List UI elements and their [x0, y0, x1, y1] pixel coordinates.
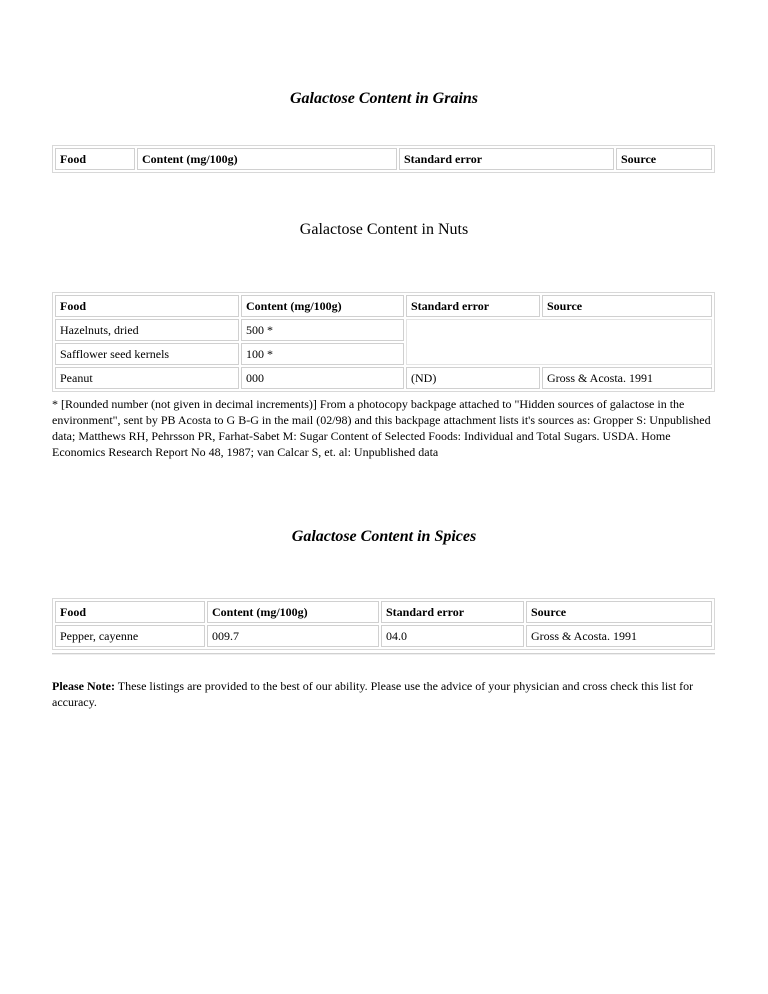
table-row	[55, 625, 712, 647]
spices-table	[52, 598, 715, 650]
food-cell: Pepper, cayenne	[55, 625, 205, 647]
note-text: These listings are provided to the best of our ability. Please use the advice of your physician and cross check this list for accuracy.	[52, 679, 694, 709]
column-header-food: Food	[55, 148, 135, 170]
content-cell: 000	[241, 367, 404, 389]
section-divider	[52, 653, 715, 655]
table-header-row	[55, 148, 712, 170]
content-cell: 009.7	[207, 625, 379, 647]
table-header-row	[55, 601, 712, 623]
table-row	[55, 367, 712, 389]
food-cell: Safflower seed kernels	[55, 343, 239, 365]
column-header-source: Source	[526, 601, 712, 623]
source-cell: Gross & Acosta. 1991	[542, 367, 712, 389]
column-header-source: Source	[616, 148, 712, 170]
column-header-content: Content (mg/100g)	[137, 148, 397, 170]
disclaimer-note	[52, 678, 714, 710]
nuts-footnote: * [Rounded number (not given in decimal increments)] From a photocopy backpage attached to "Hidden sources of galactose in the environment", sent by PB Acosta to G B-G in the mail (02/98) and this backpage attachment lists it's sources as: Gropper S: Unpublished data; Matthews RH, Pehrsson PR, Farhat-Sabet M: Sugar Content of Selected Foods: Individual and Total Sugars. USDA. Home Economics Research Report No 48, 1987; van Calcar S, et. al: Unpublished data	[52, 397, 711, 459]
nuts-table	[52, 292, 715, 392]
spices-title: Galactose Content in Spices	[291, 528, 477, 545]
grains-title: Galactose Content in Grains	[289, 90, 479, 107]
empty-merged-cell	[406, 319, 712, 365]
column-header-standard-error: Standard error	[381, 601, 524, 623]
column-header-food: Food	[55, 295, 239, 317]
note-label: Please Note:	[52, 679, 115, 693]
column-header-source: Source	[542, 295, 712, 317]
food-cell: Hazelnuts, dried	[55, 319, 239, 341]
standard-error-cell: (ND)	[406, 367, 540, 389]
table-header-row	[55, 295, 712, 317]
column-header-standard-error: Standard error	[399, 148, 614, 170]
column-header-content: Content (mg/100g)	[241, 295, 404, 317]
standard-error-cell: 04.0	[381, 625, 524, 647]
column-header-content: Content (mg/100g)	[207, 601, 379, 623]
content-cell: 500 *	[241, 319, 404, 341]
content-cell: 100 *	[241, 343, 404, 365]
column-header-standard-error: Standard error	[406, 295, 540, 317]
grains-table	[52, 145, 715, 173]
food-cell: Peanut	[55, 367, 239, 389]
column-header-food: Food	[55, 601, 205, 623]
source-cell: Gross & Acosta. 1991	[526, 625, 712, 647]
table-row	[55, 319, 712, 341]
nuts-title: Galactose Content in Nuts	[299, 221, 469, 238]
